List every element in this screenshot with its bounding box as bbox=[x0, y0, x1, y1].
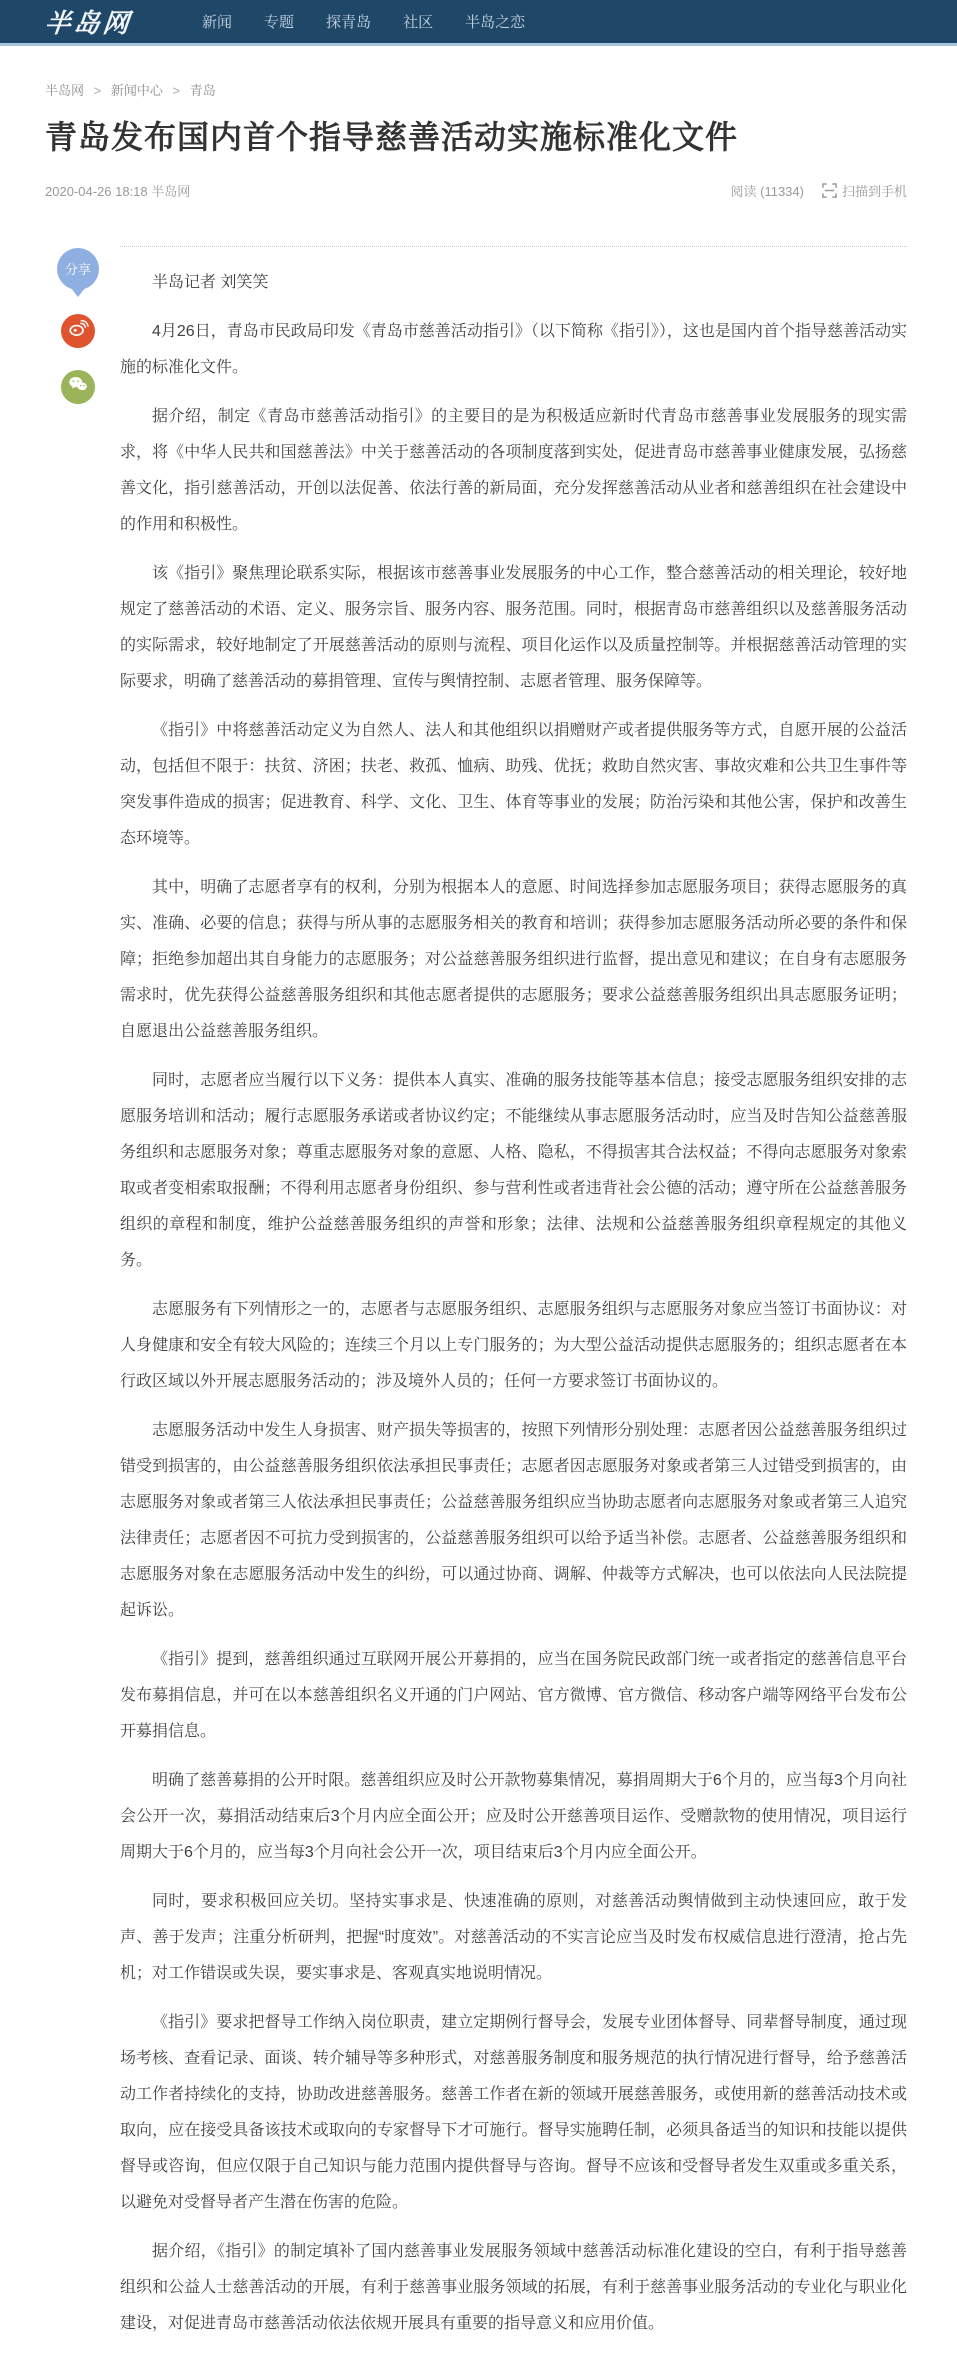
article-paragraph: 该《指引》聚焦理论联系实际，根据该市慈善事业发展服务的中心工作，整合慈善活动的相关理论，较好地规定了慈善活动的术语、定义、服务宗旨、服务内容、服务范围。同时，根据青岛市慈善组织以及慈善服务活动的实际需求，较好地制定了开展慈善活动的原则与流程、项目化运作以及质量控制等。并根据慈善活动管理的实际要求，明确了慈善活动的募捐管理、宣传与舆情控制、志愿者管理、服务保障等。 bbox=[120, 564, 907, 690]
publish-source: 半岛网 bbox=[151, 183, 191, 199]
article-paragraph: 《指引》提到，慈善组织通过互联网开展公开募捐的，应当在国务院民政部门统一或者指定的慈善信息平台发布募捐信息，并可在以本慈善组织名义开通的门户网站、官方微博、官方微信、移动客户端等网络平台发布公开募捐信息。 bbox=[120, 1650, 907, 1740]
article-paragraph: 其中，明确了志愿者享有的权利，分别为根据本人的意愿、时间选择参加志愿服务项目；获得志愿服务的真实、准确、必要的信息；获得与所从事的志愿服务相关的教育和培训；获得参加志愿服务活动所必要的条件和保障；拒绝参加超出其自身能力的志愿服务；对公益慈善服务组织进行监督，提出意见和建议；在自身有志愿服务需求时，优先获得公益慈善服务组织和其他志愿者提供的志愿服务；要求公益慈善服务组织出具志愿服务证明；自愿退出公益慈善服务组织。 bbox=[120, 878, 907, 1040]
breadcrumb-news-center[interactable]: 新闻中心 bbox=[110, 83, 163, 98]
publish-datetime: 2020-04-26 18:18 bbox=[45, 183, 148, 199]
main-nav bbox=[202, 11, 525, 32]
content-container bbox=[0, 80, 957, 2355]
scan-to-phone-label: 扫描到手机 bbox=[841, 183, 907, 199]
publish-info bbox=[45, 181, 190, 200]
article-paragraph: 同时，要求积极回应关切。坚持实事求是、快速准确的原则，对慈善活动舆情做到主动快速回应，敢于发声、善于发声；注重分析研判，把握“时度效”。对慈善活动的不实言论应当及时发布权威信息进行澄清，抢占先机；对工作错误或失误，要实事求是、客观真实地说明情况。 bbox=[120, 1892, 907, 1982]
breadcrumb-home[interactable]: 半岛网 bbox=[45, 83, 85, 98]
read-count: 阅读 (11334) bbox=[730, 183, 804, 199]
article-paragraph: 4月26日，青岛市民政局印发《青岛市慈善活动指引》（以下简称《指引》），这也是国内首个指导慈善活动实施的标准化文件。 bbox=[120, 322, 907, 376]
breadcrumb-separator: > bbox=[172, 83, 181, 98]
scan-to-phone-button[interactable] bbox=[822, 181, 907, 200]
article-paragraph: 据介绍，制定《青岛市慈善活动指引》的主要目的是为积极适应新时代青岛市慈善事业发展服务的现实需求，将《中华人民共和国慈善法》中关于慈善活动的各项制度落到实处，促进青岛市慈善事业健康发展，弘扬慈善文化，指引慈善活动，开创以法促善、依法行善的新局面，充分发挥慈善活动从业者和慈善组织在社会建设中的作用和积极性。 bbox=[120, 407, 907, 533]
article-paragraph: 《指引》要求把督导工作纳入岗位职责，建立定期例行督导会，发展专业团体督导、同辈督导制度，通过现场考核、查看记录、面谈、转介辅导等多种形式，对慈善服务制度和服务规范的执行情况进行督导，给予慈善活动工作者持续化的支持，协助改进慈善服务。慈善工作者在新的领域开展慈善服务，或使用新的慈善活动技术或取向，应在接受具备该技术或取向的专家督导下才可施行。督导实施聘任制，必须具备适当的知识和技能以提供督导或咨询，但应仅限于自己知识与能力范围内提供督导与咨询。督导不应该和受督导者发生双重或多重关系，以避免对受督导者产生潜在伤害的危险。 bbox=[120, 2013, 907, 2211]
share-label: 分享 bbox=[64, 262, 91, 278]
article-meta-row bbox=[45, 181, 907, 200]
article-paragraph: 同时，志愿者应当履行以下义务：提供本人真实、准确的服务技能等基本信息；接受志愿服务组织安排的志愿服务培训和活动；履行志愿服务承诺或者协议约定；不能继续从事志愿服务活动时，应当及时告知公益慈善服务组织和志愿服务对象；尊重志愿服务对象的意愿、人格、隐私，不得损害其合法权益；不得向志愿服务对象索取或者变相索取报酬；不得利用志愿者身份组织、参与营利性或者违背社会公德的活动；遵守所在公益慈善服务组织的章程和制度，维护公益慈善服务组织的声誉和形象；法律、法规和公益慈善服务组织章程规定的其他义务。 bbox=[120, 1071, 907, 1269]
wechat-icon bbox=[67, 373, 89, 400]
article-paragraph: 半岛记者 刘笑笑 bbox=[152, 273, 269, 291]
article-area bbox=[45, 246, 907, 2355]
share-weibo-button[interactable] bbox=[61, 314, 95, 348]
weibo-icon bbox=[67, 317, 89, 344]
share-button[interactable] bbox=[57, 248, 99, 290]
share-rail bbox=[45, 246, 120, 2355]
article-body bbox=[120, 246, 907, 2355]
nav-item-topics[interactable]: 专题 bbox=[264, 14, 295, 31]
article-paragraph: 据介绍，《指引》的制定填补了国内慈善事业发展服务领域中慈善活动标准化建设的空白，有利于指导慈善组织和公益人士慈善活动的开展，有利于慈善事业服务领域的拓展，有利于慈善事业服务活动的专业化与职业化建设，对促进青岛市慈善活动依法依规开展具有重要的指导意义和应用价值。 bbox=[120, 2242, 907, 2332]
nav-item-explore-qingdao[interactable]: 探青岛 bbox=[326, 14, 372, 31]
article-paragraph: 《指引》中将慈善活动定义为自然人、法人和其他组织以捐赠财产或者提供服务等方式，自愿开展的公益活动，包括但不限于：扶贫、济困；扶老、救孤、恤病、助残、优抚；救助自然灾害、事故灾难和公共卫生事件等突发事件造成的损害；促进教育、科学、文化、卫生、体育等事业的发展；防治污染和其他公害，保护和改善生态环境等。 bbox=[120, 721, 907, 847]
article-paragraph: 明确了慈善募捐的公开时限。慈善组织应及时公开款物募集情况，募捐周期大于6个月的，应当每3个月向社会公开一次，募捐活动结束后3个月内应全面公开；应及时公开慈善项目运作、受赠款物的使用情况，项目运行周期大于6个月的，应当每3个月向社会公开一次，项目结束后3个月内应全面公开。 bbox=[120, 1771, 907, 1861]
article-paragraph: 志愿服务有下列情形之一的，志愿者与志愿服务组织、志愿服务组织与志愿服务对象应当签订书面协议：对人身健康和安全有较大风险的；连续三个月以上专门服务的；为大型公益活动提供志愿服务的；组织志愿者在本行政区域以外开展志愿服务活动的；涉及境外人员的；任何一方要求签订书面协议的。 bbox=[120, 1300, 907, 1390]
breadcrumb-qingdao[interactable]: 青岛 bbox=[189, 83, 216, 98]
qr-scan-icon bbox=[822, 183, 837, 198]
nav-item-peninsula-love[interactable]: 半岛之恋 bbox=[465, 14, 526, 31]
breadcrumb-separator: > bbox=[93, 83, 102, 98]
breadcrumb bbox=[45, 80, 907, 99]
article-paragraph: 志愿服务活动中发生人身损害、财产损失等损害的，按照下列情形分别处理：志愿者因公益慈善服务组织过错受到损害的，由公益慈善服务组织依法承担民事责任；志愿者因志愿服务对象或者第三人过错受到损害的，由志愿服务对象或者第三人依法承担民事责任；公益慈善服务组织应当协助志愿者向志愿服务对象或者第三人追究法律责任；志愿者因不可抗力受到损害的，公益慈善服务组织可以给予适当补偿。志愿者、公益慈善服务组织和志愿服务对象在志愿服务活动中发生的纠纷，可以通过协商、调解、仲裁等方式解决，也可以依法向人民法院提起诉讼。 bbox=[120, 1421, 907, 1619]
site-logo[interactable]: 半岛网 bbox=[43, 8, 134, 38]
top-navigation-bar bbox=[0, 0, 957, 46]
article-title: 青岛发布国内首个指导慈善活动实施标准化文件 bbox=[45, 119, 739, 155]
meta-actions bbox=[731, 181, 907, 200]
nav-item-community[interactable]: 社区 bbox=[403, 14, 434, 31]
nav-item-news[interactable]: 新闻 bbox=[202, 14, 233, 31]
share-wechat-button[interactable] bbox=[61, 370, 95, 404]
